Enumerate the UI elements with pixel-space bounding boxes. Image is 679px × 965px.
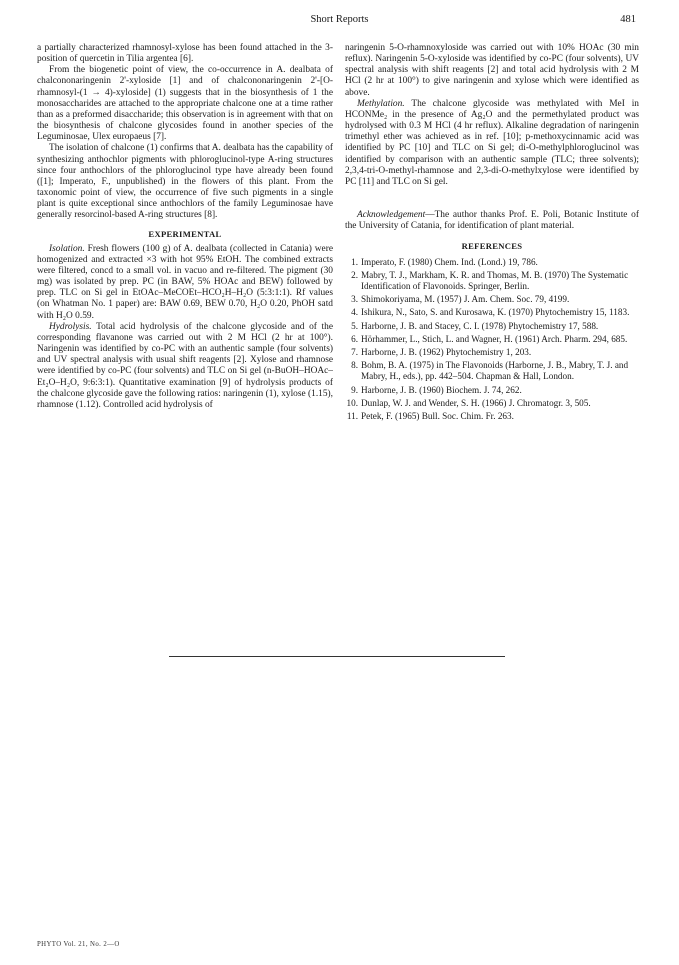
reference-item: 3. Shimokoriyama, M. (1957) J. Am. Chem. Soc. 79, 4199. [351,294,570,305]
acknowledgement-text: —The author thanks Prof. E. Poli, Botanic Institute of the University of Catania, for identification of plant material. [345,210,639,232]
reference-item: 5. Harborne, J. B. and Stacey, C. I. (1978) Phytochemistry 17, 588. [351,320,599,331]
reference-item: 1. Imperato, F. (1980) Chem. Ind. (Lond.) 19, 786. [351,256,538,267]
methylation-text: The chalcone glycoside was methylated with MeI in HCONMe₂ in the presence of Ag₂O and the permethylated product was hydrolysed with 0.3 M HCl (4 hr reflux). Alkaline degradation of naringenin trimethyl ether was achieved as in ref. [10]; p-methoxycinnamic acid was identified by PC [10] and TLC on Si gel; di-O-methylphloroglucinol was identified by comparison with an authentic sample (TLC; three solvents); 2,3,4-tri-O-methyl-rhamnose and 2,3-di-O-methylxylose were identified by PC [11] and TLC on Si gel. [345,98,639,187]
page-header [0,14,679,28]
isolation-text: Fresh flowers (100 g) of A. dealbata (collected in Catania) were homogenized and extracted ×3 with hot 95% EtOH. The combined extracts were filtered, concd to a small vol. in vacuo and re-filtered. The pigment (30 mg) was isolated by prep. PC (in BAW, 5% HOAc and BEW) followed by prep. TLC on Si gel in EtOAc–MeCOEt–HCO₂H–H₂O (5:3:1:1). Rf values (on Whatman No. 1 paper) are: BAW 0.69, BEW 0.70, H₂O 0.20, PhOH satd with H₂O 0.59. [37,243,333,321]
page-number: 481 [620,14,636,25]
methylation-label: Methylation. [357,98,405,109]
paragraph: The isolation of chalcone (1) confirms that A. dealbata has the capability of synthesizing anthochlor pigments with phloroglucinol-type A-ring structures since four anthochlors of the phloroglucinol type have already been found ([1]; Imperato, F., unpublished) in the flowers of this plant. From the taxonomic point of view, the occurrence of five such pigments in a single plant is quite exceptional since anthochlors of the family Leguminosae have generally resorcinol-based A-ring structures [8]. [37,143,333,221]
end-rule [169,656,505,657]
paragraph: From the biogenetic point of view, the co-occurrence in A. dealbata of chalcononaringenin 2'-xyloside [1] and of chalcononaringenin 2'-[O-rhamnosyl-(1 → 4)-xyloside] (1) suggests that in the biosynthesis of 1 the monosaccharides are attached to the appropriate chalcone one at a time rather than as a preformed disaccharide; this observation is in agreement with that on the biosynthesis of chalcone glycosides found in another species of the Leguminosae, Ulex europaeus [7]. [37,65,333,143]
hydrolysis-label: Hydrolysis. [49,321,92,332]
reference-item: 4. Ishikura, N., Sato, S. and Kurosawa, K. (1970) Phytochemistry 15, 1183. [351,307,630,318]
isolation-paragraph [37,244,333,322]
footer-signature: PHYTO Vol. 21, No. 2—O [37,941,120,948]
running-title: Short Reports [310,14,369,25]
experimental-heading: EXPERIMENTAL [148,228,222,239]
acknowledgement [345,210,639,232]
methylation-paragraph [345,99,639,188]
reference-item: 10. Dunlap, W. J. and Wender, S. H. (1966) J. Chromatogr. 3, 505. [346,397,591,408]
right-column [345,43,639,424]
reference-item: 8. Bohm, B. A. (1975) in The Flavonoids (Harborne, J. B., Mabry, T. J. and Mabry, H., eds.), pp. 442–504. Chapman & Hall, London. [351,360,629,382]
hydrolysis-paragraph [37,322,333,411]
paragraph: naringenin 5-O-rhamnoxyloside was carried out with 10% HOAc (30 min reflux). Naringenin 5-O-xyloside was identified by co-PC (four solvents), UV spectral analysis with shift reagents [2] and total acid hydrolysis with 2 M HCl (2 hr at 100°) to give naringenin and xylose which were identified as above. [345,43,639,98]
reference-item: 7. Harborne, J. B. (1962) Phytochemistry 1, 203. [351,346,532,357]
references-heading: REFERENCES [461,241,523,252]
hydrolysis-text: Total acid hydrolysis of the chalcone glycoside and of the corresponding flavanone was carried out with 2 M HCl (2 hr at 100°). Naringenin was identified by co-PC with an authentic sample (four solvents) and UV spectral analysis with usual shift reagents [2]. Xylose and rhamnose were identified by co-PC (four solvents) and TLC on Si gel (n-BuOH–HOAc–Et₂O–H₂O, 9:6:3:1). Quantitative examination [9] of hydrolysis products of the chalcone glycoside gave the following ratios: naringenin (1), xylose (1.15), rhamnose (1.12). Controlled acid hydrolysis of [37,321,334,410]
isolation-label: Isolation. [49,243,85,254]
paragraph: a partially characterized rhamnosyl-xylose has been found attached in the 3-position of quercetin in Tilia argentea [6]. [37,43,333,65]
reference-item: 6. Hörhammer, L., Stich, L. and Wagner, H. (1961) Arch. Pharm. 294, 685. [351,333,628,344]
reference-item: 11. Petek, F. (1965) Bull. Soc. Chim. Fr. 263. [346,410,514,421]
left-column [37,43,333,411]
acknowledgement-label: Acknowledgement [357,210,426,221]
reference-item: 2. Mabry, T. J., Markham, K. R. and Thomas, M. B. (1970) The Systematic Identification of Flavonoids. Springer, Berlin. [351,269,629,291]
reference-item: 9. Harborne, J. B. (1960) Biochem. J. 74, 262. [351,384,522,395]
reference-list [345,257,639,423]
